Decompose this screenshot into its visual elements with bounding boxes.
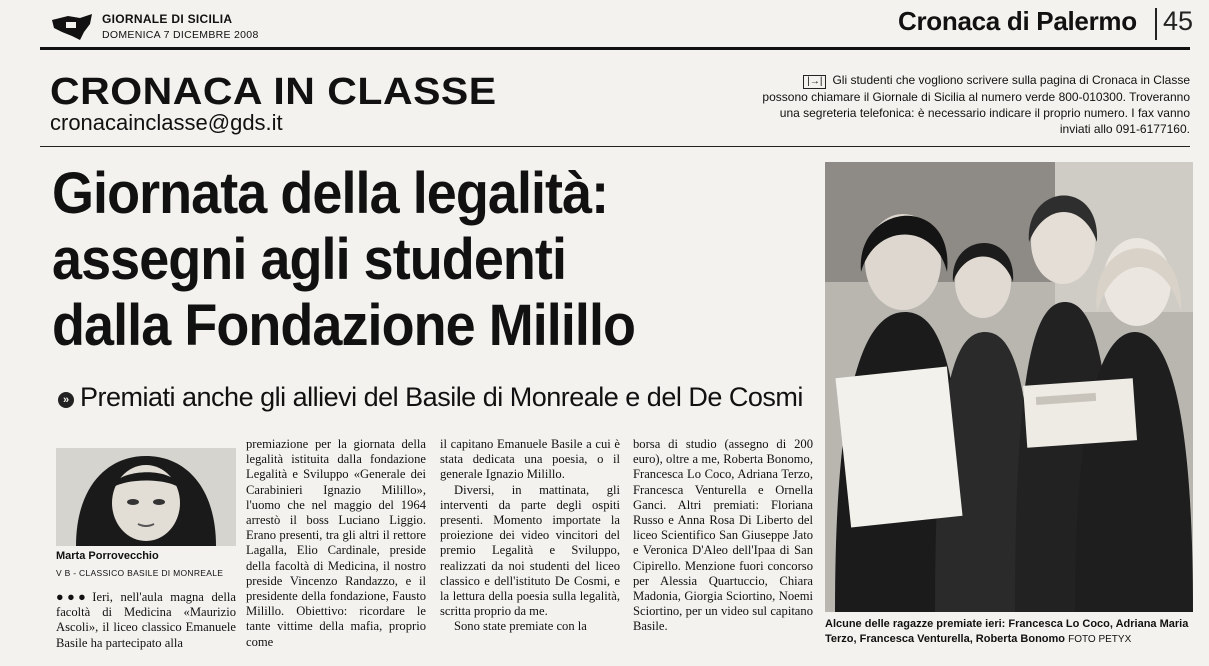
lead-dots-icon: ●●● (56, 590, 90, 604)
section-name: Cronaca di Palermo (898, 6, 1137, 36)
page-number: 45 (1163, 6, 1194, 36)
notice-box (760, 72, 1190, 137)
article-column-1 (56, 590, 236, 651)
header-rule (40, 47, 1190, 50)
rubric-email: cronacainclasse@gds.it (50, 110, 283, 135)
photo-credit: FOTO PETYX (1068, 634, 1132, 645)
section-rule (40, 146, 1190, 147)
headline-line: Giornata della legalità: (52, 161, 609, 226)
article-column-4: borsa di studio (assegno di 200 euro), oltre a me, Roberta Bonomo, Francesca Lo Coco, Adriana Terzo, Francesca Venturella e Ornella Ganci. Altri premiati: Floriana Russo e Anna Rosa Di Liberto del liceo Scientifico San Giuseppe Jato e Veronica D'Aleo dell'Ipaa di San Cipirello. Menzione fuori concorso per Alessia Quartuccio, Chiara Madonia, Giorgia Sciortino, Noemi Sciortino, per un video sul capitano Basile. (633, 437, 813, 634)
headline-line: assegni agli studenti (52, 227, 566, 292)
author-name: Marta Porrovecchio (56, 550, 159, 562)
notice-text: Gli studenti che vogliono scrivere sulla pagina di Cronaca in Classe possono chiamare il Giornale di Sicilia al numero verde 800-010300. Troveranno una segreteria telefonica: è necessario indicare il proprio numero. I fax vanno inviati allo 091-6177160. (762, 73, 1190, 136)
column-text: Ieri, nell'aula magna della facoltà di Medicina «Maurizio Ascoli», il liceo classico Emanuele Basile ha partecipato alla (56, 590, 236, 650)
author-photo (56, 448, 236, 546)
arrow-icon: |→| (803, 75, 826, 89)
subheadline: Premiati anche gli allievi del Basile di Monreale e del De Cosmi (80, 382, 803, 412)
bullet-icon: » (58, 392, 74, 408)
sicily-map-icon (50, 10, 94, 44)
rubric-title: CRONACA IN CLASSE (50, 70, 497, 113)
column-paragraph: Sono state premiate con la (454, 619, 587, 634)
column-paragraph: il capitano Emanuele Basile a cui è stata dedicata una poesia, o il generale Ignazio Milillo. (440, 437, 620, 482)
headline-line: dalla Fondazione Milillo (52, 293, 636, 358)
students-photo (825, 162, 1193, 612)
photo-caption (825, 617, 1193, 647)
article-column-3 (440, 437, 620, 635)
article-column-2: premiazione per la giornata della legalità istituita dalla fondazione Legalità e Sviluppo «Generale dei Carabinieri Ignazio Milillo», l'uomo che nel maggio del 1964 arrestò il boss Luciano Liggio. Erano presenti, tra gli altri il rettore Lagalla, Elio Cardinale, preside della facoltà di Medicina, il nostro preside Vincenzo Randazzo, e il presidente della fondazione, Fausto Milillo. Obiettivo: ricordare le tante vittime della mafia, proprio come (246, 437, 426, 649)
section-divider (1155, 8, 1157, 40)
author-role: V B - CLASSICO BASILE DI MONREALE (56, 568, 224, 578)
paper-name: GIORNALE DI SICILIA (102, 12, 233, 26)
caption-text: Alcune delle ragazze premiate ieri: Francesca Lo Coco, Adriana Maria Terzo, Francesca Venturella, Roberta Bonomo (825, 618, 1189, 645)
paper-date: DOMENICA 7 DICEMBRE 2008 (102, 29, 259, 41)
column-paragraph: Diversi, in mattinata, gli interventi da parte degli ospiti presenti. Momento importate la proiezione dei video vincitori del premio Legalità e Sviluppo, realizzati da noi studenti del liceo classico e dell'istituto De Cosmi, e la lettura della poesia sulla legalità, scritta proprio da me. (440, 482, 620, 619)
